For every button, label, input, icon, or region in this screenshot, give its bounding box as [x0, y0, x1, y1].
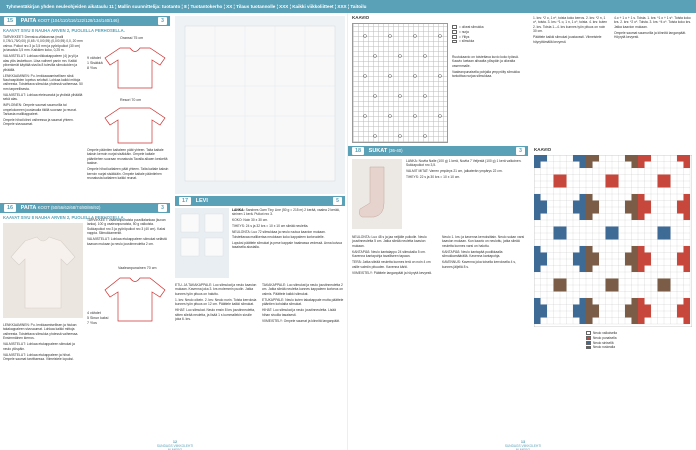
chart-cell [573, 259, 580, 266]
chart-cell [684, 305, 691, 312]
chart-cell [586, 259, 593, 266]
chart-cell [586, 246, 593, 253]
chart-cell [580, 259, 587, 266]
chart-cell [593, 207, 600, 214]
text-para: HIHAT: Luo silmukat ja neulo joustinneuletta. Lisää hihan sivuilla tasaisesti. [262, 308, 336, 317]
chart-cell [664, 233, 671, 240]
chart-cell [684, 318, 691, 325]
chart-cell [645, 259, 652, 266]
text-para [232, 208, 344, 217]
legend-label: Neulo valkoisella [593, 331, 617, 335]
chart-1-text [452, 55, 528, 143]
chart-cell [664, 279, 671, 286]
chart-cell [638, 207, 645, 214]
chart-cell [586, 214, 593, 221]
chart-cell [586, 253, 593, 260]
chart-cell [560, 175, 567, 182]
pattern-15-header [0, 16, 170, 26]
sock-photo [352, 159, 402, 229]
text-para: 1. krs: *2 o, 1 n*, toista koko kerros. 2. krs: *2 n, 1 o*, toista. 3. krs: *1 o, 1 n, 1 o*, toista. 4. krs: kuten 2. krs. Toista 1.–4. krs kunnes työn pituus on noin 30 cm. [533, 16, 608, 34]
pattern-17-intro [232, 208, 344, 278]
chart-cell [586, 207, 593, 214]
chart-cell [606, 181, 613, 188]
chart-cell [534, 305, 541, 312]
schematic-note: 8 Ylos [87, 66, 97, 71]
right-page-footer [498, 440, 548, 450]
chart-cell [645, 201, 652, 208]
text-para: ETUKAPPALE: Neulo kuten takakappale mutta päättele pääntien kohdalta silmukat. [262, 297, 344, 307]
chart-cell [612, 227, 619, 234]
chart-cell [580, 253, 587, 260]
chart-cell [593, 201, 600, 208]
chart-cell [638, 305, 645, 312]
legend-swatch [586, 341, 591, 345]
chart-cell [573, 253, 580, 260]
text-para: VALMIT MITAT: Varren ympärys 21 cm, jalkaterän ympärys 22 cm. [406, 169, 503, 174]
chart-cell [612, 279, 619, 286]
text-para: VALMISTELUT: Lohkaa nilkkakappaleen (4) ja yli ja alas ylös laskettuun. Liisa vaiheet panin mn. Kaikki pilvenkerät käyttää sivulla 8 tulevilla silmukoiden ja ylhäällä. [3, 54, 79, 72]
chart-cell [541, 207, 548, 214]
chart-cell [625, 305, 632, 312]
text-para: TIHEYS: 22 s ja 30 krs = 10 x 10 cm. [406, 175, 461, 180]
chart-cell [638, 259, 645, 266]
sweater-photo-illustration [3, 223, 83, 318]
chart-cell [612, 285, 619, 292]
chart-cell [534, 207, 541, 214]
schematic-notes [87, 56, 103, 71]
left-page [0, 13, 348, 450]
chart-cell [645, 155, 652, 162]
pattern-18-intro [406, 159, 526, 199]
chart-cell [606, 175, 613, 182]
legend-label: = Ylitys [459, 34, 470, 39]
chart-cell [560, 227, 567, 234]
chart-cell [638, 253, 645, 260]
chart-cell [632, 305, 639, 312]
legend-label: = nurja [459, 29, 469, 34]
chart-cell [664, 285, 671, 292]
chart-cell [632, 246, 639, 253]
chart-cell [645, 207, 652, 214]
chart-cell [606, 227, 613, 234]
pattern-number: 15 [4, 17, 16, 25]
legend-item [586, 345, 692, 350]
chart-cell [560, 233, 567, 240]
text-para: LENKKAAMINEN: Pu. lenkkaamisellisen ja hiukan takakappaleen sivusaumat. Lohkaa kaikki mittoja vaiheesta. Toistettava silmukka yhdessä vaiheessa. Ensimmäinen kierros. [3, 323, 79, 341]
chart-cell [658, 227, 665, 234]
text-para: VALMISTELUT: Lohkaa eteisvaralut ja yhdistä ylhäällä sekä alas. [3, 92, 83, 102]
chart-cell [677, 207, 684, 214]
pattern-title: PAITA [20, 18, 37, 24]
chart-cell [580, 194, 587, 201]
chart-cell [541, 155, 548, 162]
chart-cell [586, 311, 593, 318]
right-text-col2 [533, 16, 608, 144]
top-bar: Tyhmentäkirjan yhden neuleohjeiden aikataulu 11 ¦ Mallin suunnittelija: tuotanto ¦ 8 ¦ Tuotantokerho ¦ XX ¦ Tilaus tuotannolle ¦ XXX ¦ Kaikki viikkoliitteet ¦ XXX ¦ Taitoilu [0, 0, 696, 13]
text-para: Ompele hihat kaitaleen päät yhteen. Taita kaitale kaksin kerroin nurjat sisäkkäin. Ompele kaitale pääntiehen reunatusta kaitaleen kaikki reunat. [87, 167, 169, 181]
chart-cell [534, 155, 541, 162]
chart-cell [684, 194, 691, 201]
knitting-chart-2 [534, 155, 692, 327]
text-para: KANTAPÄÄ: Neulo kantalappu 24 silmukalla 5 cm. Kavenna kantapohja tavalliseen tapaan. [352, 249, 426, 259]
chart-cell [554, 285, 561, 292]
footer-text: SUNDAGS VIIKKOLEHTI NUMERO [504, 444, 542, 450]
chart-cell [534, 246, 541, 253]
text-para: Päättele kaikki silmukat joustavasti. Viimeistele höyryttämällä kevyesti. [533, 35, 602, 44]
chart-cell [573, 311, 580, 318]
text-para: KAVENNUS: Kavenna joka toisella kerroksella 4 s, kunnes jäljellä 8 s. [442, 260, 516, 269]
chart-cell [586, 162, 593, 169]
pattern-16-text-col2 [3, 323, 83, 443]
text-para: VIIMEISTELY: Päättele langanpäät ja höyrytä kevyesti. [352, 270, 433, 275]
text-para: Ompele hihat kiinni vaiheessa ja saumat yhteen. Ompele sivusaumat. [3, 117, 74, 127]
pattern-17-text-col2 [262, 283, 344, 443]
text-para: LANKA: Novita Nalle (100 g) 1 kerä, Novita 7 Veljestä (100 g) 1 kerä valkoinen. Sukkapuikot nro 3,5. [406, 159, 522, 168]
pattern-15-text-col1 [3, 35, 83, 195]
difficulty-badge: 5 [333, 197, 342, 205]
chart-cell [625, 259, 632, 266]
chart-cell [541, 253, 548, 260]
chart-cell [586, 318, 593, 325]
text-para: KANTAPÄÄ: Neulo kantapää puolikkaalla silmukkamäärällä. Kavenna kantapohja. [442, 249, 503, 259]
chart-cell [677, 155, 684, 162]
chart-cell [580, 318, 587, 325]
chart-cell [554, 181, 561, 188]
chart-cell [645, 305, 652, 312]
pattern-16-text-col1 [87, 218, 170, 263]
page-number: 13 [520, 440, 526, 444]
chart-cell [541, 305, 548, 312]
pattern-sizes: KOOT (50/56/62/68/74/80/86/92) [37, 205, 101, 210]
pattern-17-header [175, 196, 345, 206]
chart-cell [534, 259, 541, 266]
chart-1-symbols [353, 24, 449, 144]
text-para: IMPLOINEN: Ompele saumat saumurilla tai ompelukoneen joustavalla tikillä suoraan ja reunat. Tarkasta mallikappaleet. [3, 103, 77, 116]
chart-cell [638, 162, 645, 169]
chart-cell [638, 201, 645, 208]
chart-cell [625, 207, 632, 214]
knit-blanket-photo [175, 16, 345, 194]
chart-cell [580, 214, 587, 221]
pattern-15-text-col2 [87, 148, 170, 203]
legend-label: = oikeat silmukka [459, 25, 484, 29]
chart-cell [593, 253, 600, 260]
chart-cell [658, 233, 665, 240]
legend-swatch [452, 30, 457, 34]
text-para: 1. krs: Neulo oikein. 2. krs: Neulo nurin. Toista kerroksia kunnes työn pituus on 12 cm. Päättele kaikki silmukat. [175, 297, 257, 307]
text-para: Ompele saumat saumurilla ja kiinnitä langanpäät. Höyrytä kevyesti. [614, 30, 687, 40]
chart-cell [554, 227, 561, 234]
chart-cell [580, 155, 587, 162]
pattern-title: PAITA [20, 205, 37, 211]
pattern-15-subheading: KAAVAT SIVU 8 NAUHA ARVEN 2, PUOLELLA PERHOSELLA. [3, 28, 125, 33]
schematic-label: Vaaleanpunainen 70 cm [118, 266, 157, 270]
chart-cell [677, 201, 684, 208]
pattern-number: 16 [4, 204, 16, 212]
chart-cell [677, 253, 684, 260]
legend-swatch [586, 331, 591, 335]
text-span: Sandnes Garn Tiny Line (50 g = 215 m) 2 kerää, vaalea 2 kerää, sininen 1 kerä. Puikot nro 3. [232, 208, 340, 217]
chart-cell [664, 181, 671, 188]
pattern-16-subheading: KAAVAT SIVU 8 NAUHA ARVEN 2, PUOLELLA PERHOSELLA. [3, 215, 125, 220]
legend-label: Neulo punaisella [593, 335, 617, 340]
chart-cell [638, 214, 645, 221]
sweater-schematic [100, 273, 170, 328]
chart-cell [625, 311, 632, 318]
chart-cell [593, 311, 600, 318]
chart-cell [632, 266, 639, 273]
chart-cell [658, 285, 665, 292]
schematic-note: 1 Sisäkkä [87, 61, 103, 66]
chart-cell [632, 155, 639, 162]
text-para: LENKKAAMINEN: Pu. lenkkaaaamisellisen siisti. Nauhaspäiden lopetus selvästi. Lohkaa kaikki mittoja vaiheesta. Toistettava silmukka yhdessä vaiheessa. 50 mm tarpeellisesta. [3, 73, 83, 91]
schematic-note: 7 Ylos [87, 321, 97, 326]
chart-cell [534, 311, 541, 318]
legend-label: = silmukka [459, 39, 475, 44]
chart-cell [554, 175, 561, 182]
chart-cell [534, 214, 541, 221]
chart-cell [684, 253, 691, 260]
chart-cell [632, 298, 639, 305]
pattern-18-text-col2 [442, 235, 527, 435]
chart-cell [638, 318, 645, 325]
text-para: TIHEYS: 24 s ja 32 krs = 10 x 10 cm sileää neuletta. [232, 224, 309, 229]
chart-cell [658, 175, 665, 182]
pattern-18-text-col1 [352, 235, 437, 435]
chart-cell [580, 305, 587, 312]
chart-2-legend [586, 331, 692, 350]
chart-cell [606, 233, 613, 240]
chart-cell [612, 175, 619, 182]
chart-cell [632, 311, 639, 318]
chart-cell [580, 298, 587, 305]
chart-cell [534, 266, 541, 273]
chart-cell [586, 298, 593, 305]
chart-cell [586, 155, 593, 162]
pattern-16-photo [3, 223, 83, 318]
chart-cell [573, 207, 580, 214]
chart-cell [586, 194, 593, 201]
text-para: 4.o + 1 o + 1 s. Toista. 1. krs: *1 o + 1 s*. Toista koko krs. 2. krs: *2 o*. Toista. 3. krs: *4 o*. Toista koko krs. Jatka kaavion mukaan. [614, 16, 692, 29]
text-para: TERÄ: Jatka sileää neuletta kunnes terä on noin 4 cm vaille valmiin pituuden. Kavenna kärki. [352, 260, 431, 269]
pattern-sizes: KOOT (104/110/116/122/128/134/140/146) [37, 18, 119, 23]
chart-cell [541, 311, 548, 318]
chart-cell [580, 311, 587, 318]
chart-cell [580, 201, 587, 208]
text-para: KOKO: Noin 30 x 30 cm. [232, 218, 269, 223]
chart-cell [534, 253, 541, 260]
difficulty-badge: 3 [158, 204, 167, 212]
legend-item [452, 39, 528, 44]
chart-cell [625, 155, 632, 162]
chart-cell [632, 201, 639, 208]
chart-cell [573, 305, 580, 312]
chart-cell [573, 155, 580, 162]
text-para: ETU- JA TAKAKAPPALE: Luo silmukat ja neulo kaavion mukaan. Kavenna joka 3. krs molemmin puolin. Jatka kunnes työn pituus on haluttu. [175, 283, 257, 296]
text-para: Vaaleanpunaisella pohjalla ympyröity silmukka tarkoittaa nurjaa silmukkaa. [452, 69, 520, 79]
chart-cell [684, 266, 691, 273]
chart-cell [534, 201, 541, 208]
legend-swatch [452, 35, 457, 39]
sweater-schematic-back [100, 105, 170, 145]
chart-cell [580, 207, 587, 214]
text-para: Ompele pääntien kaitaleen päät yhteen. Taita kaitale kaksin kerroin nurjat sisäkkäin. Ompele kaitale pääntiehen suoraan reunatusta Tavalla alkaen keskeltä taakse. [87, 148, 168, 166]
chart-cell [580, 162, 587, 169]
chart-cell [632, 259, 639, 266]
schematic-notes [87, 311, 108, 326]
right-page [348, 13, 696, 450]
pattern-18-photo [352, 159, 402, 229]
chart-cell [632, 253, 639, 260]
chart-cell [534, 162, 541, 169]
text-para: NEULONTA: Luo 72 silmukkaa ja neulo ruutua kaavion mukaan. Toistettavaa mallikertaa neulotaan koko kappaleen korkeudelle. [232, 230, 326, 239]
footer-text: SUNDAGS VIIKKOLEHTI NUMERO [156, 444, 194, 450]
pattern-17-detail-photo [175, 208, 229, 278]
chart-cell [677, 311, 684, 318]
knitting-chart-1 [352, 23, 448, 143]
label-lanka: LANKA: [232, 208, 245, 212]
chart-1-title: KAAVIO [352, 15, 370, 20]
pattern-sizes: (36-40) [388, 148, 403, 153]
legend-label: Neulo ruskealla [593, 345, 615, 350]
chart-cell [606, 279, 613, 286]
chart-cell [658, 181, 665, 188]
page-number: 12 [172, 440, 178, 444]
schematic-label: Oranssi 75 cm [120, 36, 144, 40]
chart-cell [664, 175, 671, 182]
chart-cell [593, 305, 600, 312]
pattern-number: 18 [352, 147, 364, 155]
chart-cell [560, 181, 567, 188]
pattern-18-header [348, 146, 528, 156]
legend-swatch [452, 25, 457, 29]
schematic-label: Resori 70 cm [120, 98, 142, 102]
chart-cell [612, 233, 619, 240]
chart-cell [632, 318, 639, 325]
pattern-number: 17 [179, 197, 191, 205]
chart-cell [684, 298, 691, 305]
chart-cell [606, 285, 613, 292]
pattern-17-text-col1 [175, 283, 257, 443]
text-para: TAKAKAPPALE: Luo silmukat ja neulo joustinneuletta 2 cm. Jatka sileää neuletta kunnes kappaleen korkeus on valmis. Päättele kaikki silmukat. [262, 283, 344, 296]
chart-cell [586, 305, 593, 312]
chart-cell [534, 194, 541, 201]
chart-1-legend [452, 25, 528, 44]
schematic-note: 9 vähdet [87, 56, 101, 60]
chart-cell [632, 194, 639, 201]
chart-cell [677, 305, 684, 312]
chart-cell [632, 214, 639, 221]
text-para: VALMISTELUT: Lohkaa etukappaleen silmukat selästä kaavan mukaan ja neulo joustinneuletta 2 cm. [87, 237, 167, 246]
chart-cell [658, 279, 665, 286]
chart-cell [684, 246, 691, 253]
chart-cell [612, 181, 619, 188]
chart-cell [684, 207, 691, 214]
legend-swatch [586, 336, 591, 340]
chart-cell [684, 155, 691, 162]
chart-cell [586, 201, 593, 208]
pattern-16-header [0, 203, 170, 213]
text-para: VALMISTELUT: Lohkaa etukappaleen ja hihat. Ompele saumat tarvittaessa. Viimeistele lopuksi. [3, 352, 74, 362]
chart-cell [638, 246, 645, 253]
chart-cell [573, 201, 580, 208]
legend-swatch [586, 346, 591, 350]
chart-cell [541, 201, 548, 208]
chart-cell [554, 233, 561, 240]
text-para: TARVIKKEET: Drensica-villakarvaa (malli 0,7/5/1,75/0,00) (0,65 / 0,0/0,95) (0,0/0,95) 0,0, 20 mm vahva. Puikot nro 3 ja 3,5 mm ja pyöröpuikot (30 cm) ja tasaisia 3,5 mm. Kaikkien koko, 0,25 m. [3, 35, 83, 53]
chart-cell [632, 207, 639, 214]
chart-cell [638, 194, 645, 201]
chart-cell [638, 298, 645, 305]
chart-cell [554, 279, 561, 286]
text-para: Lopuksi päättele silmukat ja pese kappale haaleassa vedessä. Anna kuivua tasaisella alustalla. [232, 240, 342, 250]
pattern-title: LEVI [195, 198, 208, 204]
chart-cell [684, 311, 691, 318]
pattern-17-photo [175, 16, 345, 194]
text-para: Ruutukaavio on toistettava kuvio koko työssä. Kaavio luetaan alhaalta ylöspäin ja oikealta vasemmalle. [452, 55, 519, 68]
chart-cell [677, 259, 684, 266]
schematic-note: 4 vähdet [87, 311, 101, 315]
chart-cell [625, 253, 632, 260]
chart-cell [593, 259, 600, 266]
chart-cell [645, 311, 652, 318]
sweater-schematic-front [100, 43, 170, 93]
difficulty-badge: 3 [516, 147, 525, 155]
chart-cell [638, 266, 645, 273]
chart-2-title: KAAVIO [534, 147, 552, 152]
text-para: HIHAT: Luo silmukat. Neulo ensin 8 krs joustinneuletta, sitten sileää neuletta, ja lisää 1 s kummallekin sivulle joka 6. krs. [175, 308, 256, 322]
chart-cell [580, 246, 587, 253]
chart-cell [541, 259, 548, 266]
chart-cell [684, 214, 691, 221]
left-page-footer [150, 440, 200, 450]
chart-cell [664, 227, 671, 234]
chart-cell [625, 201, 632, 208]
chart-cell [586, 266, 593, 273]
chart-cell [560, 285, 567, 292]
chart-cell [593, 155, 600, 162]
chart-cell [684, 162, 691, 169]
chart-cell [684, 259, 691, 266]
chart-cell [638, 155, 645, 162]
chart-cell [645, 253, 652, 260]
chart-cell [560, 279, 567, 286]
text-para: TARVIKKEET: Vaaleanpunaista puuvillalankaa (kuvan lanka). 100 g vaaleanpunaista, 50 g valkoista. Sukkapuikot nro 3 ja pyöröpuikot nro 3 (40 cm). Kaksi nappia. Silmukkamerkit. [87, 218, 166, 236]
legend-label: Neulo sinisellä [593, 340, 614, 345]
difficulty-badge: 3 [158, 17, 167, 25]
text-para: VALMISTELUT: Lohkaa etukappaleen silmukat ja neulo ylöspäin. [3, 342, 75, 351]
chart-cell [638, 311, 645, 318]
right-text-col3 [614, 16, 692, 144]
knit-texture-photo [175, 208, 229, 278]
legend-swatch [452, 40, 457, 44]
chart-cell [684, 201, 691, 208]
text-para: Neulo 1. krs: ja kavenna kerroksittain. Neulo sukan varsi kaavion mukaan. Kun kaavio on neulottu, jatka sileää neuletta kunnes varsi on haluttu. [442, 235, 525, 248]
chart-cell [534, 298, 541, 305]
chart-cell [580, 266, 587, 273]
pattern-title: SUKAT [368, 148, 388, 154]
text-para: NEULONTA: Luo 48 s ja jaa neljälle puikolle. Neulo joustinneuletta 5 cm. Jatka sileää neuletta kaavion mukaan. [352, 235, 427, 248]
chart-cell [534, 318, 541, 325]
text-para: VIIMEISTELY: Ompele saumat ja kiinnitä langanpäät. [262, 318, 340, 323]
schematic-note: 5 Sinun kaksi [87, 316, 109, 321]
chart-cell [632, 162, 639, 169]
